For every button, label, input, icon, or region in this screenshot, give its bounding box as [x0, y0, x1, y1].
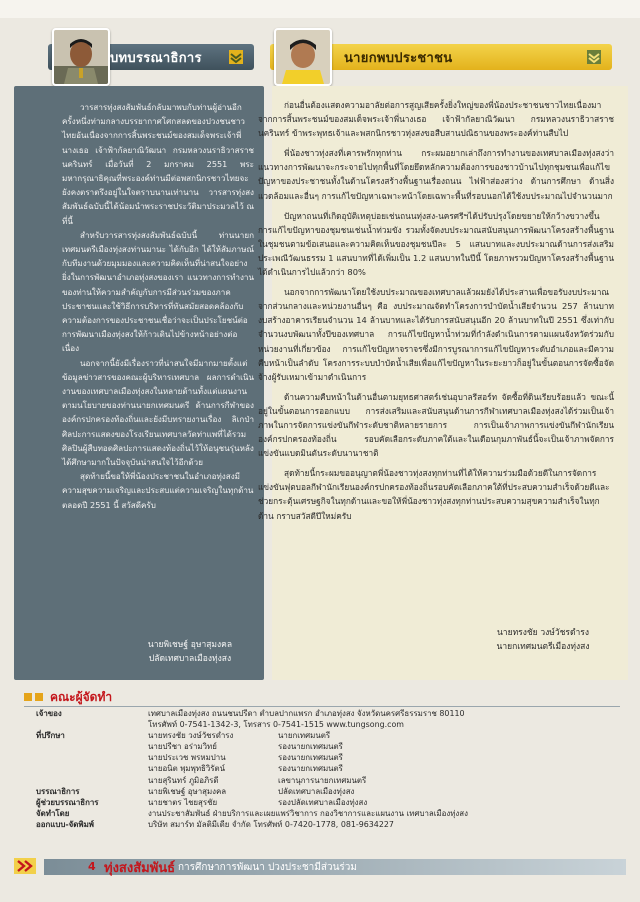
staff-divider [24, 706, 620, 707]
advisor-role: นายกเทศมนตรี [278, 731, 331, 741]
staff-row-editor [36, 786, 626, 797]
staff-list [36, 708, 626, 830]
staff-label: เจ้าของ [36, 709, 62, 718]
mayor-paragraph: พี่น้องชาวทุ่งสงที่เคารพรักทุกท่าน กระผมอยากเล่าถึงการทำงานของเทศบาลเมืองทุ่งสงว่าแนวทางการพัฒนาจะกระจายไปทุกพื้นที่โดยยึดหลักความต้องการของชาวบ้านไปทุกชุมชนเพื่อแก้ไขปัญหาของประชาชนทั้งในด้านโครงสร้างพื้นฐานเรื่องถนน ไฟฟ้าส่องสว่าง ด้านการศึกษา ด้านสิ่งแวดล้อมและอื่นๆ การแก้ไขปัญหาเฉพาะหน้าโดยเฉพาะพื้นที่รอบนอกได้ใช้งบประมาณไปจำนวนมาก [258, 148, 614, 201]
staff-value: โทรศัพท์ 0-7541-1342-3, โทรสาร 0-7541-1515 www.tungsong.com [148, 720, 404, 730]
mayor-paragraph: ด้านความคืบหน้าในด้านอื่นตามยุทธศาสตร์เช่นอุบาลรีสอร์ท จัดซื้อที่ดินเรียบร้อยแล้ว ขณะนี้อยู่ในขั้นตอนการออกแบบ การส่งเสริมและสนับสนุนด้านการกีฬาเทศบาลเมืองทุ่งสงได้ร่วมเป็นเจ้าภาพในการจัดการแข่งขันกีฬาระดับชาติหลายรายการ การเป็นเจ้าภาพการแข่งขันกีฬานักเรียนองค์กรปกครองท้องถิ่น รอบคัดเลือกระดับภาคใต้และในเดือนกุมภาพันธ์นี้จะเป็นเจ้าภาพจัดการแข่งขันแบดมินตันระดับนานาชาติ [258, 391, 614, 459]
staff-row-owner-contact [36, 719, 626, 730]
staff-row-advisor [36, 730, 626, 741]
mayor-signature-title: นายกเทศมนตรีเมืองทุ่งสง [496, 642, 590, 652]
editor-role: ปลัดเทศบาลเมืองทุ่งสง [278, 786, 355, 796]
mayor-title: นายกพบประชาชน [344, 50, 453, 66]
mayor-portrait [274, 28, 332, 86]
staff-row-publisher [36, 808, 626, 819]
editor-portrait [52, 28, 110, 86]
editorial-signature [120, 638, 260, 666]
advisor-name: นายปรีชา อร่ามวิทย์ [148, 742, 217, 752]
editorial-title: บทบรรณาธิการ [110, 50, 202, 66]
page-footer [0, 852, 640, 878]
staff-label: ผู้ช่วยบรรณาธิการ [36, 797, 99, 807]
advisor-role: เลขานุการนายกเทศมนตรี [278, 775, 367, 785]
editorial-paragraph: นอกจากนี้ยังมีเรื่องราวที่น่าสนใจมีมากมายตั้งแต่ข้อมูลข่าวสารของคณะผู้บริหารเทศบาล ผลการดำเนินงานของเทศบาลเมืองทุ่งสงในหลายด้านทั้งแต่แผนงานตามนโยบายของท่านนายกเทศมนตรี ด้านการกีฬาขององค์กรปกครองท้องถิ่นและยังมีบทรายงานเรื่อง ลิเกป่า ศิลปะการแสดงของโรงเรียนเทศบาลวัดท่าแพที่ได้รวมศิลปินผู้สืบทอดศิลปะการแสดงท้องถิ่นไว้ให้อนุชนรุ่นหลังได้ศึกษามากในปัจจุบันน่าสนใจไว้อีกด้วย [62, 357, 254, 468]
staff-row-advisor [36, 763, 626, 774]
mayor-signature-name: นายทรงชัย วงษ์วัชรดำรง [497, 628, 589, 638]
assistant-role: รองปลัดเทศบาลเมืองทุ่งสง [278, 797, 368, 807]
mayor-paragraph: สุดท้ายนี้กระผมขออนุญาตพี่น้องชาวทุ่งสงทุกท่านที่ได้ให้ความร่วมมือด้วยดีในการจัดการแข่งขันฟุตบอลกีฬานักเรียนองค์กรปกครองท้องถิ่นรอบคัดเลือกภาคใต้ที่ประสบความสำเร็จด้วยดีและช่วยกระตุ้นเศรษฐกิจในทุกด้านและขอให้พี่น้องชาวทุ่งสงทุกท่านประสบความสุขความสำเร็จในทุกด้าน กราบสวัสดีปีใหม่ครับ [258, 468, 610, 521]
double-chevron-icon [586, 49, 602, 65]
editorial-paragraph: วารสารทุ่งสงสัมพันธ์กลับมาพบกับท่านผู้อ่านอีกครั้งหนึ่งท่ามกลางบรรยากาศโศกสลดของปวงชนชาวไทยอันเนื่องจากการสิ้นพระชนม์ของสมเด็จพระเจ้าพี่นางเธอ เจ้าฟ้ากัลยาณิวัฒนา กรมหลวงนราธิวาสราชนครินทร์ เมื่อวันที่ 2 มกราคม 2551 พระมหากรุณาธิคุณที่พระองค์ท่านมีต่อพสกนิกรชาวไทยจะยังคงตราตรึงอยู่ในใจตราบนานเท่านาน วารสารทุ่งสงสัมพันธ์ฉบับนี้ได้น้อมนำพระราชประวัติมาประมวลไว้ ณ ที่นี้ [62, 102, 254, 226]
assistant-name: นายชาตร ไชยสุรชัย [148, 797, 218, 807]
staff-row-advisor [36, 741, 626, 752]
mayor-paragraph: ปัญหาถนนที่เกิดอุบัติเหตุบ่อยเช่นถนนทุ่งสง-นครศรีฯได้ปรับปรุงโดยขยายให้กว้างขวางขึ้น การแก้ไขปัญหาของชุมชนเช่นน้ำท่วมขัง รวมทั้งจัดงบประมาณสนับสนุนการพัฒนาโครงสร้างพื้นฐานในชุมชนตามข้อเสนอและความคิดเห็นของชุมชนปีละ 5 แสนบาทและงบประมาณด้านการส่งเสริมประเพณีวัฒนธรรม 1 แสนบาทที่ได้เพิ่มเป็น 1.2 แสนบาทในปีนี้ โดยภาพรวมปัญหาโครงสร้างพื้นฐานได้ดำเนินการไปแล้วกว่า 80% [258, 210, 614, 278]
advisor-name: นายอนิต พุมพุทธิวิรัตน์ [148, 764, 226, 774]
editor-name: นายพิเชษฐ์ อุษาสุมงคล [148, 786, 227, 796]
advisor-name: นายสุรินทร์ ภูมิอภิรดี [148, 775, 219, 785]
double-chevron-icon [14, 858, 36, 874]
mayor-paragraph: นอกจากการพัฒนาโดยใช้งบประมาณของเทศบาลแล้วผมยังได้ประสานเพื่อขอรับงบประมาณจากส่วนกลางและหน่วยงานอื่นๆ คือ งบประมาณจัดทำโครงการบำบัดน้ำเสียจำนวน 257 ล้านบาท งบสร้างอาคารเรียนจำนวน 14 ล้านบาทและได้รับการสนับสนุนอีก 20 ล้านบาทในปี 2551 ซึ่งเท่ากับจำนวนงบพัฒนาทั้งปีของเทศบาล การแก้ไขปัญหาน้ำท่วมที่กำลังดำเนินการตามแผนจังหวัดร่วมกับหน่วยงานที่เกี่ยวข้อง การแก้ไขปัญหาจราจรซึ่งมีการบูรณาการแก้ไขปัญหาระดับอำเภอและมีความคืบหน้าเป็นลำดับ โครงการระบบบำบัดน้ำเสียเพื่อแก้ไขปัญหาในระยะยาวก็อยู่ในขั้นตอนการจัดซื้อจัดจ้างผู้รับเหมาเข้ามาดำเนินการ [258, 287, 614, 382]
advisor-name: นายประเวช พรหมปาน [148, 753, 226, 763]
editorial-text [62, 100, 254, 512]
mayor-text [258, 98, 614, 529]
square-bullet-icon [24, 693, 32, 701]
staff-label: จัดทำโดย [36, 808, 70, 818]
staff-value: เทศบาลเมืองทุ่งสง ถนนชนปรีดา ตำบลปากแพรก อำเภอทุ่งสง จังหวัดนครศรีธรรมราช 80110 [148, 709, 465, 718]
magazine-tagline: การศึกษาการพัฒนา ปวงประชามีส่วนร่วม [178, 862, 358, 873]
advisor-name: นายทรงชัย วงษ์วัชรดำรง [148, 731, 234, 741]
staff-row-owner [36, 708, 626, 719]
staff-label: ที่ปรึกษา [36, 731, 65, 741]
mayor-signature [468, 626, 618, 654]
advisor-role: รองนายกเทศมนตรี [278, 764, 343, 774]
staff-label: ออกแบบ-จัดพิมพ์ [36, 819, 94, 829]
magazine-name: ทุ่งสงสัมพันธ์ [104, 861, 176, 876]
staff-value: งานประชาสัมพันธ์ ฝ่ายบริการและเผยแพร่วิชาการ กองวิชาการและแผนงาน เทศบาลเมืองทุ่งสง [148, 808, 468, 818]
staff-header [24, 688, 164, 706]
advisor-role: รองนายกเทศมนตรี [278, 742, 343, 752]
staff-title: คณะผู้จัดทำ [50, 689, 113, 704]
advisor-role: รองนายกเทศมนตรี [278, 753, 343, 763]
editorial-signature-name: นายพิเชษฐ์ อุษาสุมงคล [147, 640, 233, 650]
mayor-paragraph: ก่อนอื่นต้องแสดงความอาลัยต่อการสูญเสียครั้งยิ่งใหญ่ของพี่น้องประชาชนชาวไทยเนื่องมาจากการสิ้นพระชนม์ของสมเด็จพระเจ้าพี่นางเธอ เจ้าฟ้ากัลยาณิวัฒนา กรมหลวงนราธิวาสราชนครินทร์ ข้าพระพุทธเจ้าและพสกนิกรชาวทุ่งสงขอสืบสานปณิธานของพระองค์ท่านสืบไป [258, 100, 614, 139]
staff-row-assistant-editor [36, 797, 626, 808]
editorial-paragraph: สุดท้ายนี้ขอให้พี่น้องประชาชนในอำเภอทุ่งสงมีความสุขความเจริญและประสบแต่ความเจริญในทุกด้านตลอดปี 2551 นี้ สวัสดีครับ [62, 471, 254, 510]
staff-row-advisor [36, 752, 626, 763]
editorial-paragraph: สำหรับวารสารทุ่งสงสัมพันธ์ฉบับนี้ ท่านนายกเทศมนตรีเมืองทุ่งสงท่านมานะ ได้กับอีก ได้ให้สัมภาษณ์กับทีมงานด้วยมุมมองและความคิดเห็นที่น่าสนใจอย่างยิ่งในการพัฒนาอำเภอทุ่งสงของเรา แนวทางการทำงานของท่านให้ความสำคัญกับการมีส่วนร่วมของภาคประชาชนและใช้วิธีการบริหารที่ทันสมัยสอดคล้องกับความต้องการของประชาชนเชื่อว่าจะเป็นประโยชน์ต่อการพัฒนาเมืองทุ่งสงให้ก้าวเดินไปข้างหน้าอย่างต่อเนื่อง [62, 229, 254, 354]
page-top-strip [0, 0, 640, 18]
square-bullet-icon [35, 693, 43, 701]
staff-row-design [36, 819, 626, 830]
editorial-signature-title: ปลัดเทศบาลเมืองทุ่งสง [148, 654, 232, 664]
staff-row-advisor [36, 775, 626, 786]
staff-label: บรรณาธิการ [36, 786, 80, 796]
staff-value: บริษัท สมาร์ท มัลติมีเดีย จำกัด โทรศัพท์ 0-7420-1778, 081-9634227 [148, 819, 394, 829]
double-chevron-icon [228, 49, 244, 65]
page-number: 4 [88, 860, 96, 873]
